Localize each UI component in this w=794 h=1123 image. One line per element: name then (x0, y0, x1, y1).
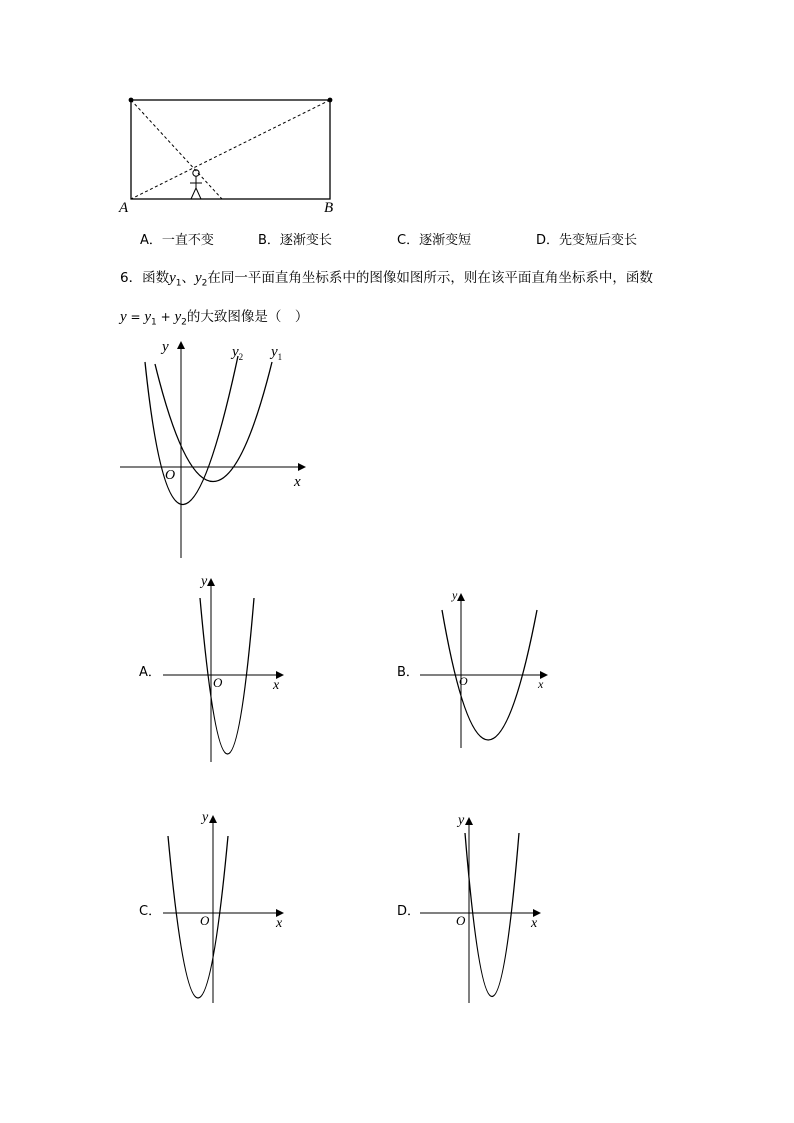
main-y-label: y (162, 339, 169, 355)
y2-symbol: y (195, 270, 202, 286)
graph-a-origin: O (213, 675, 223, 690)
graph-d-curve (465, 833, 519, 997)
graph-b-x-label: x (538, 677, 544, 691)
prev-option-d[interactable]: D．先变短后变长 (536, 233, 638, 248)
curve-y2-letter: y (232, 344, 239, 360)
answer-b-label[interactable]: B． (397, 665, 419, 680)
y1-symbol: y (169, 270, 176, 286)
graph-d-x-label: x (531, 916, 538, 931)
graph-a-x-label: x (273, 678, 280, 693)
y1-subscript: 1 (175, 278, 182, 289)
question-text-part1: 函数 (142, 270, 170, 286)
graph-b-y-label: y (452, 588, 458, 602)
formula-equals: = (126, 310, 145, 324)
answer-a-label[interactable]: A． (139, 665, 161, 680)
y2-subscript: 2 (201, 278, 208, 289)
formula-plus: + (156, 310, 175, 324)
formula-y1: y (144, 309, 152, 325)
formula-sub2: 2 (181, 317, 187, 328)
curve-y1-letter: y (271, 344, 278, 360)
graph-c-origin: O (200, 913, 210, 928)
graph-d-origin: O (456, 913, 466, 928)
prev-option-c[interactable]: C．逐渐变短 (397, 233, 472, 248)
main-x-label: x (294, 474, 301, 490)
formula-y: y (120, 309, 127, 325)
graph-c-y-label: y (202, 810, 209, 825)
point-b-label: B (324, 200, 334, 216)
formula-sub1: 1 (151, 317, 157, 328)
question-text-part2: 在同一平面直角坐标系中的图像如图所示，则在该平面直角坐标系中，函数 (207, 270, 653, 286)
separator: 、 (181, 270, 195, 286)
formula-y2: y (174, 309, 182, 325)
prev-option-a[interactable]: A．一直不变 (140, 233, 214, 248)
graph-c-x-label: x (276, 916, 283, 931)
graph-a-y-label: y (201, 574, 208, 589)
graph-d-y-label: y (458, 813, 465, 828)
prev-option-b[interactable]: B．逐渐变长 (258, 233, 332, 248)
point-a-label: A (119, 200, 129, 216)
question-text-part3: 的大致图像是（ ） (186, 309, 309, 325)
answer-c-label[interactable]: C． (139, 904, 162, 919)
graph-b-origin: O (459, 674, 468, 688)
curve-y2-sub: 2 (238, 352, 244, 362)
curve-y1-sub: 1 (277, 352, 283, 362)
question-number: 6． (120, 270, 143, 286)
answer-d-label[interactable]: D． (397, 904, 421, 919)
main-origin-label: O (165, 468, 176, 483)
